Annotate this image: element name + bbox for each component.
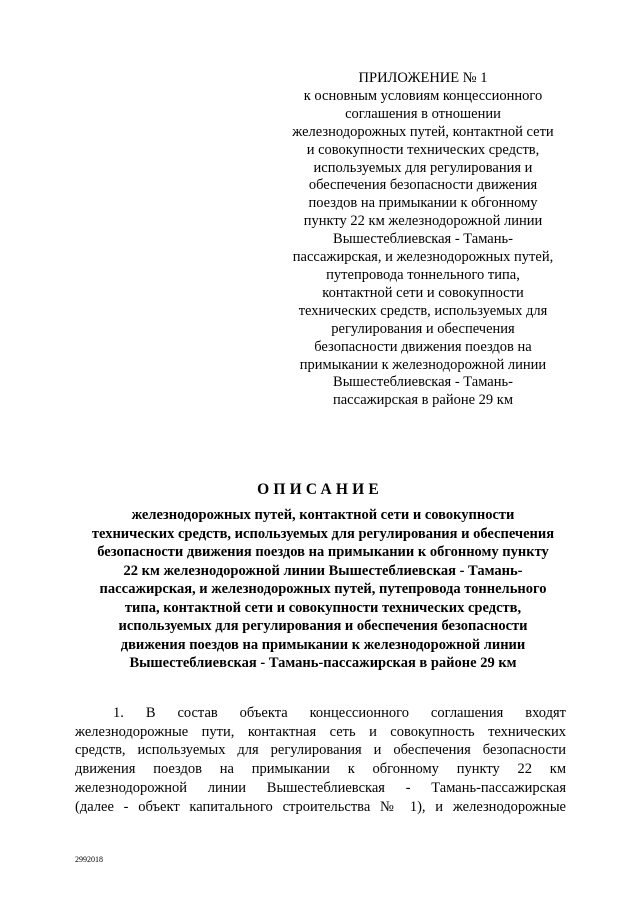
appendix-line: Вышестеблиевская - Тамань- xyxy=(333,231,513,248)
subtitle-line: безопасности движения поездов на примыкании к обгонному пункту xyxy=(97,544,549,560)
appendix-line: железнодорожных путей, контактной сети xyxy=(292,123,554,140)
appendix-line: контактной сети и совокупности xyxy=(322,284,524,301)
appendix-line: регулирования и обеспечения xyxy=(331,320,515,337)
document-heading: ОПИСАНИЕ xyxy=(257,481,383,498)
appendix-line: пассажирская в районе 29 км xyxy=(332,392,514,409)
body-line: средств, используемых для регулирования и обеспечения безопасности xyxy=(75,742,566,759)
appendix-line: к основным условиям концессионного xyxy=(303,87,543,104)
subtitle-line: железнодорожных путей, контактной сети и совокупности xyxy=(131,507,515,523)
body-line: железнодорожной линии Вышестеблиевская - Тамань-пассажирская xyxy=(75,779,566,796)
subtitle-line: Вышестеблиевская - Тамань-пассажирская в районе 29 км xyxy=(129,655,517,671)
subtitle-line: технических средств, используемых для регулирования и обеспечения xyxy=(91,525,555,542)
subtitle-line: 22 км железнодорожной линии Вышестеблиевская - Тамань- xyxy=(123,562,523,579)
document-code: 2992018 xyxy=(75,855,103,864)
appendix-line: обеспечения безопасности движения xyxy=(308,177,538,194)
subtitle-line: типа, контактной сети и совокупности технических средств, xyxy=(124,599,522,616)
appendix-title: ПРИЛОЖЕНИЕ № 1 xyxy=(358,70,488,86)
subtitle-line: пассажирская, и железнодорожных путей, путепровода тоннельного xyxy=(99,581,547,597)
body-line: железнодорожные пути, контактная сеть и совокупность технических xyxy=(75,723,566,740)
appendix-line: и совокупности технических средств, xyxy=(306,141,540,158)
body-line: (далее - объект капитального строительства № 1), и железнодорожные xyxy=(75,798,566,815)
appendix-line: поездов на примыкании к обгонному xyxy=(308,195,538,212)
body-paragraph xyxy=(75,704,566,816)
appendix-line: соглашения в отношении xyxy=(345,105,501,122)
appendix-line: пункту 22 км железнодорожной линии xyxy=(303,213,543,230)
appendix-line: безопасности движения поездов на xyxy=(314,338,532,355)
subtitle-line: движения поездов на примыкании к железнодорожной линии xyxy=(120,636,526,653)
body-line: движения поездов на примыкании к обгонному пункту 22 км xyxy=(75,761,566,778)
appendix-line: технических средств, используемых для xyxy=(298,302,548,319)
appendix-line: Вышестеблиевская - Тамань- xyxy=(333,374,513,391)
document-subtitle xyxy=(70,506,576,673)
appendix-line: пассажирская, и железнодорожных путей, xyxy=(292,249,554,266)
appendix-line: используемых для регулирования и xyxy=(313,159,533,176)
appendix-line: путепровода тоннельного типа, xyxy=(326,266,520,283)
appendix-line: примыкании к железнодорожной линии xyxy=(299,356,547,373)
appendix-block xyxy=(278,70,568,410)
subtitle-line: используемых для регулирования и обеспечения безопасности xyxy=(118,618,528,634)
body-line: 1. В состав объекта концессионного соглашения входят xyxy=(113,705,566,721)
